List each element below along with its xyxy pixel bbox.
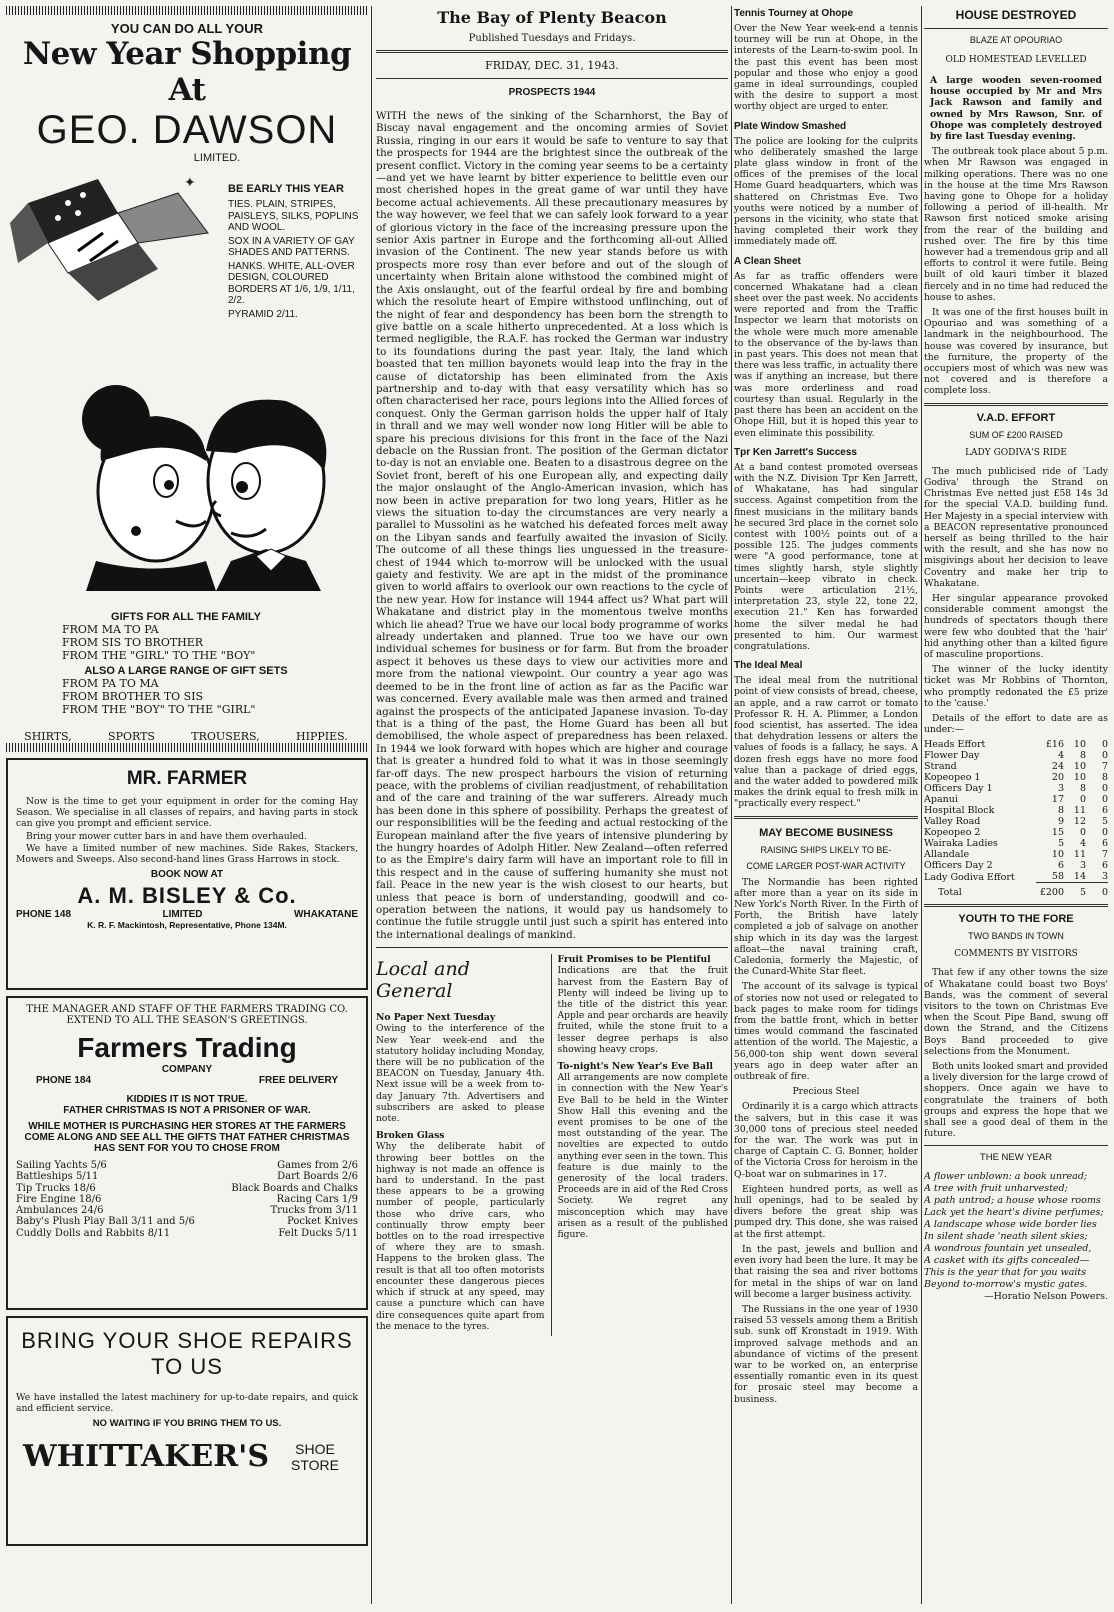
shoe-headline: BRING YOUR SHOE REPAIRS TO US xyxy=(21,1328,353,1379)
vad-text: Details of the effort to date are as under:— xyxy=(924,712,1108,736)
dawson-item-list xyxy=(228,183,366,320)
vad-effort-amount: 5 xyxy=(1057,838,1064,850)
news-title: Tpr Ken Jarrett's Success xyxy=(734,446,857,458)
farmer-body: Bring your mower cutter bars in and have them overhauled. xyxy=(26,830,307,842)
vad-effort-row xyxy=(924,860,1108,871)
business-text: Ordinarily it is a cargo which attracts the salvers, but in this case it was 30,000 tons of precious steel needed for the war. The work was put in charge of Captain C. G. Bonner, holder of the Victoria Cross for heroism in the Q-boat war on submarines in 17. xyxy=(734,1101,918,1180)
local-general-heading: Local and General xyxy=(376,958,470,1003)
local-item-text: Indications are that the fruit harvest from the Eastern Bay of Plenty will indeed be living up to the title of the district this year. Apple and pear orchards are heavily fruited, while the stone fruit to a lesser degree perhaps is also showing heavy crops. xyxy=(557,965,728,1055)
vad-effort-amount: 8 xyxy=(1079,783,1086,795)
vad-effort-amount: 8 xyxy=(1057,805,1064,817)
youth-subheading: TWO BANDS IN TOWN xyxy=(968,931,1064,942)
vad-effort-amount: 15 xyxy=(1051,827,1064,839)
toy-item: Dart Boards 2/6 xyxy=(277,1171,358,1183)
shoe-no-waiting: NO WAITING IF YOU BRING THEM TO US. xyxy=(92,1418,282,1430)
local-item-title: Broken Glass xyxy=(376,1130,445,1142)
news-column-3 xyxy=(734,6,918,1604)
bisley-contact-row xyxy=(16,909,358,920)
farmers-line: WHILE MOTHER IS PURCHASING HER STORES AT THE FARMERS COME ALONG AND SEE ALL THE GIFTS THAT FATHER CHRISTMAS HAS SENT FOR YOU TO CHOSE FROM xyxy=(24,1121,350,1154)
local-item-text: Owing to the interference of the New Year week-end and the statutory holiday including Monday, there will be no publication of the BEACON on Tuesday, January 4th. Next issue will be a week from to-day January 7th. Advertisers and subscribers are asked to please note. xyxy=(376,1023,545,1125)
toy-list-right xyxy=(231,1160,358,1239)
poem-author: —Horatio Nelson Powers. xyxy=(984,1291,1108,1303)
news-title: Plate Window Smashed xyxy=(734,120,847,132)
news-text: The ideal meal from the nutritional point of view consists of bread, cheese, an apple, and a raw carrot or tomato Professor R. H. A. Plimmer, a London food scientist, has asserted. The idea that dehydration lessens or alters the values of foods is a fallacy, he says. A dozen fresh eggs have no more food value than a package of dried eggs, and the water added to powdered milk makes the drink equal to fresh milk in "practically every respect." xyxy=(734,675,918,810)
vad-effort-amount: 10 xyxy=(1073,739,1086,751)
vad-effort-amount: 7 xyxy=(1101,849,1108,861)
vad-effort-row xyxy=(924,816,1108,827)
dawson-item: SOX IN A VARIETY OF GAY SHADES AND PATTERNS. xyxy=(228,235,355,258)
business-text: Eighteen hundred ports, as well as hull openings, had to be sealed by divers before the great ship was pumped dry. This done, she was raised at the first attempt. xyxy=(734,1183,918,1240)
farmer-body: Now is the time to get your equipment in order for the coming Hay Season. We specialise in all classes of repairs, and having parts in stock can give you prompt and efficient service. xyxy=(16,796,358,830)
youth-heading: YOUTH TO THE FORE xyxy=(958,913,1074,926)
vad-effort-amount: 0 xyxy=(1079,827,1086,839)
svg-text:✦: ✦ xyxy=(184,175,196,191)
shoe-store-label: SHOE STORE xyxy=(291,1440,339,1473)
vad-effort-source: Strand xyxy=(924,761,957,773)
local-item-text: Why the deliberate habit of throwing beer bottles on the highway is not made an offence is hard to understand. In the past these appears to be a growing number of people, particularly those who drive cars, who continually throw empty beer bottles on to the road irrespective of where they are to smash. Happens to the broken glass. The result is that all too often motorists encounter these dangerous pieces which if struck at any speed, may cause a puncture which can have dire consequences quite apart from the menace to the tyres. xyxy=(376,1141,545,1332)
toy-item: Felt Ducks 5/11 xyxy=(278,1227,358,1239)
footer-word: HIPPIES. xyxy=(296,730,348,743)
vad-effort-amount: 11 xyxy=(1073,805,1086,817)
dawson-store-name: GEO. DAWSON xyxy=(36,108,338,152)
farmers-phone: PHONE 184 xyxy=(36,1075,92,1086)
local-item-title: To-night's New Year's Eve Ball xyxy=(557,1061,713,1073)
date-rule xyxy=(376,78,728,79)
vad-effort-amount: 4 xyxy=(1079,838,1086,850)
vad-effort-table xyxy=(924,739,1108,898)
vad-subheading: SUM OF £200 RAISED xyxy=(969,429,1063,440)
news-text: The police are looking for the culprits who deliberately smashed the large plate glass window in front of the offices of the premises of the local Home Guard headquarters, which was shattered on Christmas Eve. Two youths were noticed by a number of persons in the vicinity, who state that having completed their work they immediately made off. xyxy=(734,135,918,248)
vad-effort-row xyxy=(924,794,1108,805)
business-text: In the past, jewels and bullion and even ivory had been the lure. It may be that raising the sea and river bottoms for metal in the ships of war on land will become a larger business activity. xyxy=(734,1243,918,1300)
section-rule xyxy=(924,1145,1108,1146)
farmers-name: Farmers Trading xyxy=(77,1032,297,1063)
vad-effort-amount: 0 xyxy=(1101,783,1108,795)
dawson-item: HANKS. WHITE, ALL-OVER DESIGN, COLOURED BORDERS AT 1/6, 1/9, 1/11, 2/2. xyxy=(228,260,355,306)
news-title: Tennis Tourney at Ohope xyxy=(734,8,854,19)
toy-item: Black Boards and Chalks xyxy=(231,1182,358,1194)
vad-effort-amount: 7 xyxy=(1101,761,1108,773)
gift-line: FROM BROTHER TO SIS xyxy=(62,690,204,703)
vad-effort-row xyxy=(924,772,1108,783)
bisley-advert xyxy=(6,758,368,990)
vad-effort-amount: 10 xyxy=(1073,772,1086,784)
vad-effort-amount: 0 xyxy=(1101,827,1108,839)
poem-line: A tree with fruit unharvested; xyxy=(924,1183,1068,1195)
vad-total-shillings: 5 xyxy=(1064,883,1086,899)
vad-total-row xyxy=(924,883,1108,899)
business-text: The Normandie has been righted after more than a year on its side in New York's North River. In the Firth of Forth, the British have lately completed a job of salvage on another ship which in its day was the largest afloat—the naval training craft, Caledonia, formerly the Majestic, of the Cunard-White Star fleet. xyxy=(734,876,918,978)
vad-effort-amount: 8 xyxy=(1079,750,1086,762)
vad-effort-amount: 24 xyxy=(1051,761,1064,773)
vad-effort-row xyxy=(924,750,1108,761)
vad-effort-amount: 3 xyxy=(1079,860,1086,872)
vad-effort-amount: 3 xyxy=(1101,871,1108,883)
toy-item: Trucks from 3/11 xyxy=(270,1205,358,1217)
toy-item: Battleships 5/11 xyxy=(16,1171,99,1183)
vad-effort-amount: 0 xyxy=(1101,794,1108,806)
column-rule xyxy=(921,6,922,1604)
poem-line: Lack yet the heart's divine perfumes; xyxy=(924,1207,1104,1219)
gift-line: FROM SIS TO BROTHER xyxy=(62,636,204,649)
local-item-title: No Paper Next Tuesday xyxy=(376,1012,496,1024)
youth-text: Both units looked smart and provided a lively diversion for the large crowd of shoppers. Once again we have to congratulate the trainers of both groups and express the hope that we shall see a good deal of them in the future. xyxy=(924,1060,1108,1140)
vad-heading: V.A.D. EFFORT xyxy=(976,411,1056,424)
dawson-advert xyxy=(6,21,368,743)
vad-effort-amount: 6 xyxy=(1101,838,1108,850)
local-left-column xyxy=(376,954,545,1336)
house-heading: HOUSE DESTROYED xyxy=(955,8,1077,22)
vad-effort-source: Kopeopeo 1 xyxy=(924,772,981,784)
vad-effort-source: Officers Day 2 xyxy=(924,860,993,872)
column-rule xyxy=(371,6,372,1604)
business-subheading: RAISING SHIPS LIKELY TO BE- xyxy=(760,844,892,855)
farmer-title: MR. FARMER xyxy=(126,768,248,789)
vad-effort-amount: 11 xyxy=(1073,849,1086,861)
editorial-column xyxy=(376,6,728,1604)
poem-line: A flower unblown: a book unread; xyxy=(924,1171,1088,1183)
shoe-store-name: WHITTAKER'S xyxy=(22,1439,269,1475)
vad-effort-source: Officers Day 1 xyxy=(924,783,993,795)
news-text: As far as traffic offenders were concerned Whakatane had a clean sheet over the past week. No accidents were reported and from the Traffic Inspector we learn that motorists on the whole were much more amenable to the observance of the by-laws than in past years. This does not mean that there was less traffic, in actuality there was if anything an increase, but there was more orderliness and road courtesy than usual. Regularly in the past there has been an accident on the Ohope Hill, but it is hoped this year to even eliminate this possibility. xyxy=(734,270,918,439)
section-rule xyxy=(734,816,918,819)
whittakers-advert xyxy=(6,1316,368,1546)
dawson-footer xyxy=(6,730,366,743)
vad-text: The much publicised ride of 'Lady Godiva' through the Strand on Christmas Eve netted just £58 14s 3d for the special V.A.D. building fund. Her Majesty in a special interview with a BEACON representative pronounced herself as being thrilled to the hair with the result, and she has now no misgivings about her decision to leave Coventry and make her trip to Whakatane. xyxy=(924,465,1108,589)
vad-text: Her singular appearance provoked considerable comment amongst the hundreds of spectators though there were few who doubted that the 'hair' hid anything other than a kilted figure of masculine proportions. xyxy=(924,592,1108,660)
bisley-representative: K. R. F. Mackintosh, Representative, Phone 134M. xyxy=(87,920,287,931)
column-rule xyxy=(551,954,552,1336)
business-text: The account of its salvage is typical of stories now not used or relegated to back pages to make room for tidings from the battle front, which in better times would command the fascinated attention of the world. The Majestic, a 56,000-ton ship went down several years ago in deep water after an outbreak of fire. xyxy=(734,981,918,1083)
vad-effort-source: Kopeopeo 2 xyxy=(924,827,981,839)
dawson-tagline: BE EARLY THIS YEAR xyxy=(228,183,344,195)
editorial-heading: PROSPECTS 1944 xyxy=(508,87,596,98)
bisley-name: A. M. BISLEY & Co. xyxy=(77,883,297,909)
local-right-column xyxy=(558,954,729,1336)
vad-effort-row xyxy=(924,783,1108,794)
farmers-company: COMPANY xyxy=(161,1064,213,1075)
house-text: It was one of the first houses built in Opouriao and was something of a landmark in the neighbourhood. The house was covered by insurance, but the furniture, the property of the occupiers most of which was new was not covered and is therefore a complete loss. xyxy=(924,307,1108,397)
toy-item: Ambulances 24/6 xyxy=(16,1205,104,1217)
poem-line: A casket with its gifts concealed— xyxy=(924,1255,1090,1267)
book-now: BOOK NOW AT xyxy=(150,869,224,881)
news-column-4 xyxy=(924,6,1108,1604)
vad-effort-amount: 20 xyxy=(1051,772,1064,784)
toy-list-left xyxy=(16,1160,195,1239)
toy-item: Cuddly Dolls and Rabbits 8/11 xyxy=(16,1227,171,1239)
dawson-item: TIES. PLAIN, STRIPES, PAISLEYS, SILKS, POPLINS AND WOOL. xyxy=(228,199,359,233)
vad-effort-amount: 0 xyxy=(1101,739,1108,751)
shoe-signature-row xyxy=(16,1439,358,1474)
vad-effort-amount: 10 xyxy=(1073,761,1086,773)
vad-total-pounds: £200 xyxy=(1036,883,1064,899)
toy-price-list xyxy=(16,1160,358,1239)
vad-effort-amount: 4 xyxy=(1057,750,1064,762)
poem-line: A landscape whose wide border lies xyxy=(924,1219,1097,1231)
vad-effort-amount: 58 xyxy=(1051,871,1064,883)
vad-text: The winner of the lucky identity ticket was Mr Robbins of Thornton, who promptly redonated the £5 prize to the 'cause.' xyxy=(924,664,1108,709)
advert-column xyxy=(6,6,368,1604)
vad-effort-source: Lady Godiva Effort xyxy=(924,871,1015,883)
farmers-line: FATHER CHRISTMAS IS NOT A PRISONER OF WAR. xyxy=(63,1105,311,1116)
news-text: At a band contest promoted overseas with the N.Z. Division Tpr Ken Jarrett, of Whakatane, has had singular success. Against competition from the finest musicians in the military bands he secured 3rd place in the cornet solo contest with 100½ points out of a possible 125. The judges comments were "A good performance, tone at times slightly harsh, style slightly uncertain—keep vibrato in check. Points were articulation 21½, interpretation 23, style 22, tone 22, execution 21." Ken has forwarded home the silver medal he had presented to him. Our warmest congratulations. xyxy=(734,461,918,652)
bisley-town: WHAKATANE xyxy=(293,909,358,921)
farmers-trading-advert xyxy=(6,996,368,1310)
vad-effort-amount: 6 xyxy=(1057,860,1064,872)
youth-text: That few if any other towns the size of Whakatane could boast two Boys' Bands, was the comment of several visitors to the town on Christmas Eve when the Scout Pipe Band, swung off down the Strand, and the Citizens Boys Band proceeded to give selections from the Monument. xyxy=(924,967,1108,1057)
vad-effort-amount: 0 xyxy=(1079,794,1086,806)
vad-effort-amount: £16 xyxy=(1045,739,1064,751)
bisley-limited: LIMITED xyxy=(162,909,203,921)
gift-line: FROM MA TO PA xyxy=(62,623,159,636)
gifts-heading: GIFTS FOR ALL THE FAMILY xyxy=(111,611,261,623)
heading-rule xyxy=(924,28,1108,29)
vad-effort-amount: 12 xyxy=(1073,816,1086,828)
gift-sets-heading: ALSO A LARGE RANGE OF GIFT SETS xyxy=(84,665,288,677)
vad-effort-amount: 6 xyxy=(1101,805,1108,817)
vad-effort-source: Flower Day xyxy=(924,750,980,762)
vad-effort-amount: 6 xyxy=(1101,860,1108,872)
house-lead: A large wooden seven-roomed house occupied by Mr and Mrs Jack Rawson and family and owned by Mrs Rawson, Snr. of Ohope was completely destroyed by fire last Tuesday evening. xyxy=(930,75,1102,143)
farmers-delivery: FREE DELIVERY xyxy=(258,1075,338,1086)
dawson-limited: LIMITED. xyxy=(193,152,241,164)
poem-line: In silent shade 'neath silent skies; xyxy=(924,1231,1088,1243)
toy-item: Tip Trucks 18/6 xyxy=(16,1182,96,1194)
toy-item: Racing Cars 1/9 xyxy=(276,1193,358,1205)
local-item-text: All arrangements are now complete in connection with the New Year's Eve Ball to be held in the Winter Show Hall this evening and the event promises to be one of the most outstanding of the year. The novelties are expected to outdo anything ever seen in the town. This feature is due mainly to the generosity of the local traders. Proceeds are in aid of the Red Cross Society. We regret any misconception which may have arisen as a result of the published figure. xyxy=(557,1072,728,1241)
vad-effort-amount: 3 xyxy=(1057,783,1064,795)
vad-effort-amount: 10 xyxy=(1051,849,1064,861)
vad-effort-amount: 9 xyxy=(1057,816,1064,828)
ornamental-border xyxy=(6,6,368,15)
farmers-greeting: THE MANAGER AND STAFF OF THE FARMERS TRADING CO. EXTEND TO ALL THE SEASON'S GREETINGS. xyxy=(26,1004,348,1026)
masthead-rule xyxy=(376,50,728,53)
dawson-top-line: YOU CAN DO ALL YOUR xyxy=(110,21,264,36)
vad-subheading: LADY GODIVA'S RIDE xyxy=(965,447,1067,458)
footer-word: SPORTS xyxy=(108,730,155,743)
section-rule xyxy=(376,947,728,948)
poem-line: Beyond to-morrow's mystic gates. xyxy=(924,1279,1088,1291)
youth-subheading: COMMENTS BY VISITORS xyxy=(954,949,1078,960)
news-title: The Ideal Meal xyxy=(734,660,803,672)
house-subheading: BLAZE AT OPOURIAO xyxy=(969,35,1063,45)
vad-effort-source: Heads Effort xyxy=(924,739,986,751)
vad-effort-amount: 0 xyxy=(1101,750,1108,762)
toy-item: Sailing Yachts 5/6 xyxy=(16,1160,107,1171)
vad-effort-row xyxy=(924,849,1108,860)
ornamental-border xyxy=(6,743,368,752)
gift-line: FROM PA TO MA xyxy=(62,677,159,690)
vad-effort-amount: 14 xyxy=(1073,871,1086,883)
footer-word: SHIRTS, xyxy=(24,730,72,743)
business-text: The Russians in the one year of 1930 raised 53 vessels among them a British sub. sunk off Kronstadt in 1919. With improved salvage methods and an abundance of victims of the present war to be worked on, an enterprise essentially romantic even in its quest for prosaic steel may become a business. xyxy=(734,1303,918,1405)
vad-effort-source: Allandale xyxy=(924,849,970,861)
editorial-text: WITH the news of the sinking of the Scharnhorst, the Bay of Biscay naval engagement and the oncoming armies of Soviet Russia, ringing in our ears it would be safe to venture to say that the prospects for 1944 are the brightest since the outbreak of the present conflict. Victory in the coming year seems to be a certainty—and yet we have learnt by bitter experience to belittle even our most cherished hopes in the great game of war until they have become actual achievements. All these precautionary measures by the way however, we feel that we can safely look forward to a year of glorious victory in the face of the increasing pressure upon the senior Axis partner in Europe and the forthcoming all-out Allied invasion of the Continent. The new year stands before us with prospects more rosy than ever before and out of the slough of uncertainty when Britain alone withstood the combined might of the Axis onslaught, out of the fearful ordeal by fire and bombing which the resolute heart of Empire withstood unflinching, out of the night of fear and despondency has been born the strength to give battle on a scale hitherto unprecedented. At a loss which is termed negligible, the R.A.F. has rocked the German war industry to its foundations during the past year. Italy, the land which boasted that ten million bayonets would leap into the fray in the cause of dictatorship has been eliminated from the Axis partnership and to-day with that easy versatility which has so often characterised her race, pours legions into the Allied forces of conquest. Only the German garrison holds the upper half of Italy in thrall and we may well wonder now long Hitler will be able to spare his precious divisions for this front in the face of the Nazi debacle on the Russian front. The position of the German dictator to-day is not an enviable one. Beaten to a disastrous degree on the Soviet front, bereft of his one European ally, and expecting daily the major onslaught of the Anglo-American invasion, which has now been in active preparation for two long years, Hitler as he views the situation to-day the circumstances are very nearly a parallel to Mussolini as he watched his defeated forces melt away on the Libyan sands and fearfully awaited the invasion of Sicily. The outcome of all these things lies unguessed in the treasure-chest of 1944 which to-morrow will be unlocked with the usual gaiety and festivity. We are apt in the midst of the prominance given to world affairs to overlook our own reactions to the cycle of the new year. How for instance will 1944 affect us? What part will Whakatane and district play in the momentous twelve months which lie ahead? True we have our local body programme of works already undertaken and planned. True too we have our own individual schemes for business or for farm. But from the broader aspect it behoves us these days to view our activities more and more from the national viewpoint. Our country a year ago was deemed to be in the front line of action as far as the Pacific war was concerned. Every available male was then armed and trained against the prospects of the anticipated Japanese invasion. To-day that is a thing of the past, the Home Guard has been all but demobilised, the whole aspect of preparedness has been relaxed. In 1944 we look forward with hopes which are higher and courage that is greater a hundred fold to what it was in those seemingly far-off days. The new prospect harbours the vision of returning peace, with the problems of civilian readjustment, of rehabilitation and of the care and training of the war sufferers. Already much has been done in this sphere of possibility. Perhaps the greatest of our responsibilities will be the feeding and actual restocking of the European mainland after the five years of intensive plundering by the hungry hoardes of Adolph Hitler. New Zealand—often referred to as the Empire's dairy farm will have an important role to fill in this respect and in the cause of suffering humanity she must not fail. Peace in the new year is the wish closest to our hearts, but unless that peace is born of understanding, goodwill and co-operation between the nations, it would pay us handsomely to continue the futile struggle until just such a spirit has entered into the international dealings of mankind. xyxy=(376,110,728,941)
footer-word: TROUSERS, xyxy=(191,730,260,743)
poem-line: This is the year that for you waits xyxy=(924,1267,1087,1279)
farmer-body: We have a limited number of new machines. Side Rakes, Stackers, Mowers and Sweeps. Also second-hand lines Grass Harrows in stock. xyxy=(16,842,358,866)
vad-effort-amount: 8 xyxy=(1101,772,1108,784)
toy-item: Fire Engine 18/6 xyxy=(16,1193,102,1205)
section-rule xyxy=(924,403,1108,406)
vad-effort-amount: 5 xyxy=(1101,816,1108,828)
local-general-section xyxy=(376,954,728,1336)
shoe-body: We have installed the latest machinery for up-to-date repairs, and quick and efficient service. xyxy=(16,1392,358,1415)
house-subheading: OLD HOMESTEAD LEVELLED xyxy=(945,55,1087,65)
gift-line: FROM THE "GIRL" TO THE "BOY" xyxy=(62,649,256,662)
vad-effort-row xyxy=(924,739,1108,750)
toy-item: Games from 2/6 xyxy=(277,1160,358,1171)
dawson-headline: New Year Shopping At xyxy=(22,36,352,108)
business-subheading: COME LARGER POST-WAR ACTIVITY xyxy=(746,860,906,871)
ties-illustration xyxy=(8,173,228,315)
vad-effort-row xyxy=(924,827,1108,838)
gifts-block xyxy=(6,611,366,743)
vad-effort-row xyxy=(924,838,1108,849)
business-subheading: Precious Steel xyxy=(792,1086,860,1098)
vad-total-label: Total xyxy=(938,887,962,899)
column-rule xyxy=(731,6,732,1604)
poem-body xyxy=(924,1171,1108,1303)
gift-line: FROM THE "BOY" TO THE "GIRL" xyxy=(62,703,256,716)
poem-heading: THE NEW YEAR xyxy=(979,1152,1053,1164)
dawson-item: PYRAMID 2/11. xyxy=(228,308,298,320)
news-title: A Clean Sheet xyxy=(734,255,801,267)
vad-effort-source: Wairaka Ladies xyxy=(924,838,998,850)
vad-effort-source: Valley Road xyxy=(924,816,981,828)
vad-effort-row xyxy=(924,761,1108,772)
vad-effort-row xyxy=(924,871,1108,883)
vad-total-pence: 0 xyxy=(1086,883,1108,899)
farmers-contact-row xyxy=(16,1075,358,1086)
business-heading: MAY BECOME BUSINESS xyxy=(759,826,893,839)
couple-illustration xyxy=(56,361,346,591)
vad-effort-source: Hospital Block xyxy=(924,805,995,817)
toy-item: Pocket Knives xyxy=(287,1216,358,1228)
bisley-phone: PHONE 148 xyxy=(16,909,72,921)
poem-line: A path untrod; a house whose rooms xyxy=(924,1195,1101,1207)
local-item-title: Fruit Promises to be Plentiful xyxy=(557,954,711,966)
vad-effort-row xyxy=(924,805,1108,816)
masthead-title: The Bay of Plenty Beacon xyxy=(437,8,667,27)
vad-effort-amount: 17 xyxy=(1051,794,1064,806)
toy-item: Baby's Plush Play Ball 3/11 and 5/6 xyxy=(16,1216,195,1228)
poem-line: A wondrous fountain yet unsealed, xyxy=(924,1243,1092,1255)
vad-effort-source: Apanui xyxy=(924,794,958,806)
house-text: The outbreak took place about 5 p.m. when Mr Rawson was engaged in milking operations. There was no one in the house at the time Mrs Rawson having gone to Ohope for a holiday following a period of ill-health. Mr Rawson first noticed smoke arising from the rear of the building and rushed over. The fire by this time however had a tremendous grip and all efforts to control it were futile. Being built of old kauri timber it blazed fiercely and in no time had reduced the house to ashes. xyxy=(924,146,1108,303)
issue-date: FRIDAY, DEC. 31, 1943. xyxy=(485,59,619,72)
section-rule xyxy=(924,904,1108,907)
farmers-line: KIDDIES IT IS NOT TRUE. xyxy=(126,1094,248,1105)
masthead-subtitle: Published Tuesdays and Fridays. xyxy=(468,33,636,44)
news-text: Over the New Year week-end a tennis tourney will be run at Ohope, in the interests of the Learn-to-swim pool. In the past this event has been most popular and those who enjoy a good game in ideal surroundings, coupled with the desire to support a most worthy object are urged to enter. xyxy=(734,23,918,113)
